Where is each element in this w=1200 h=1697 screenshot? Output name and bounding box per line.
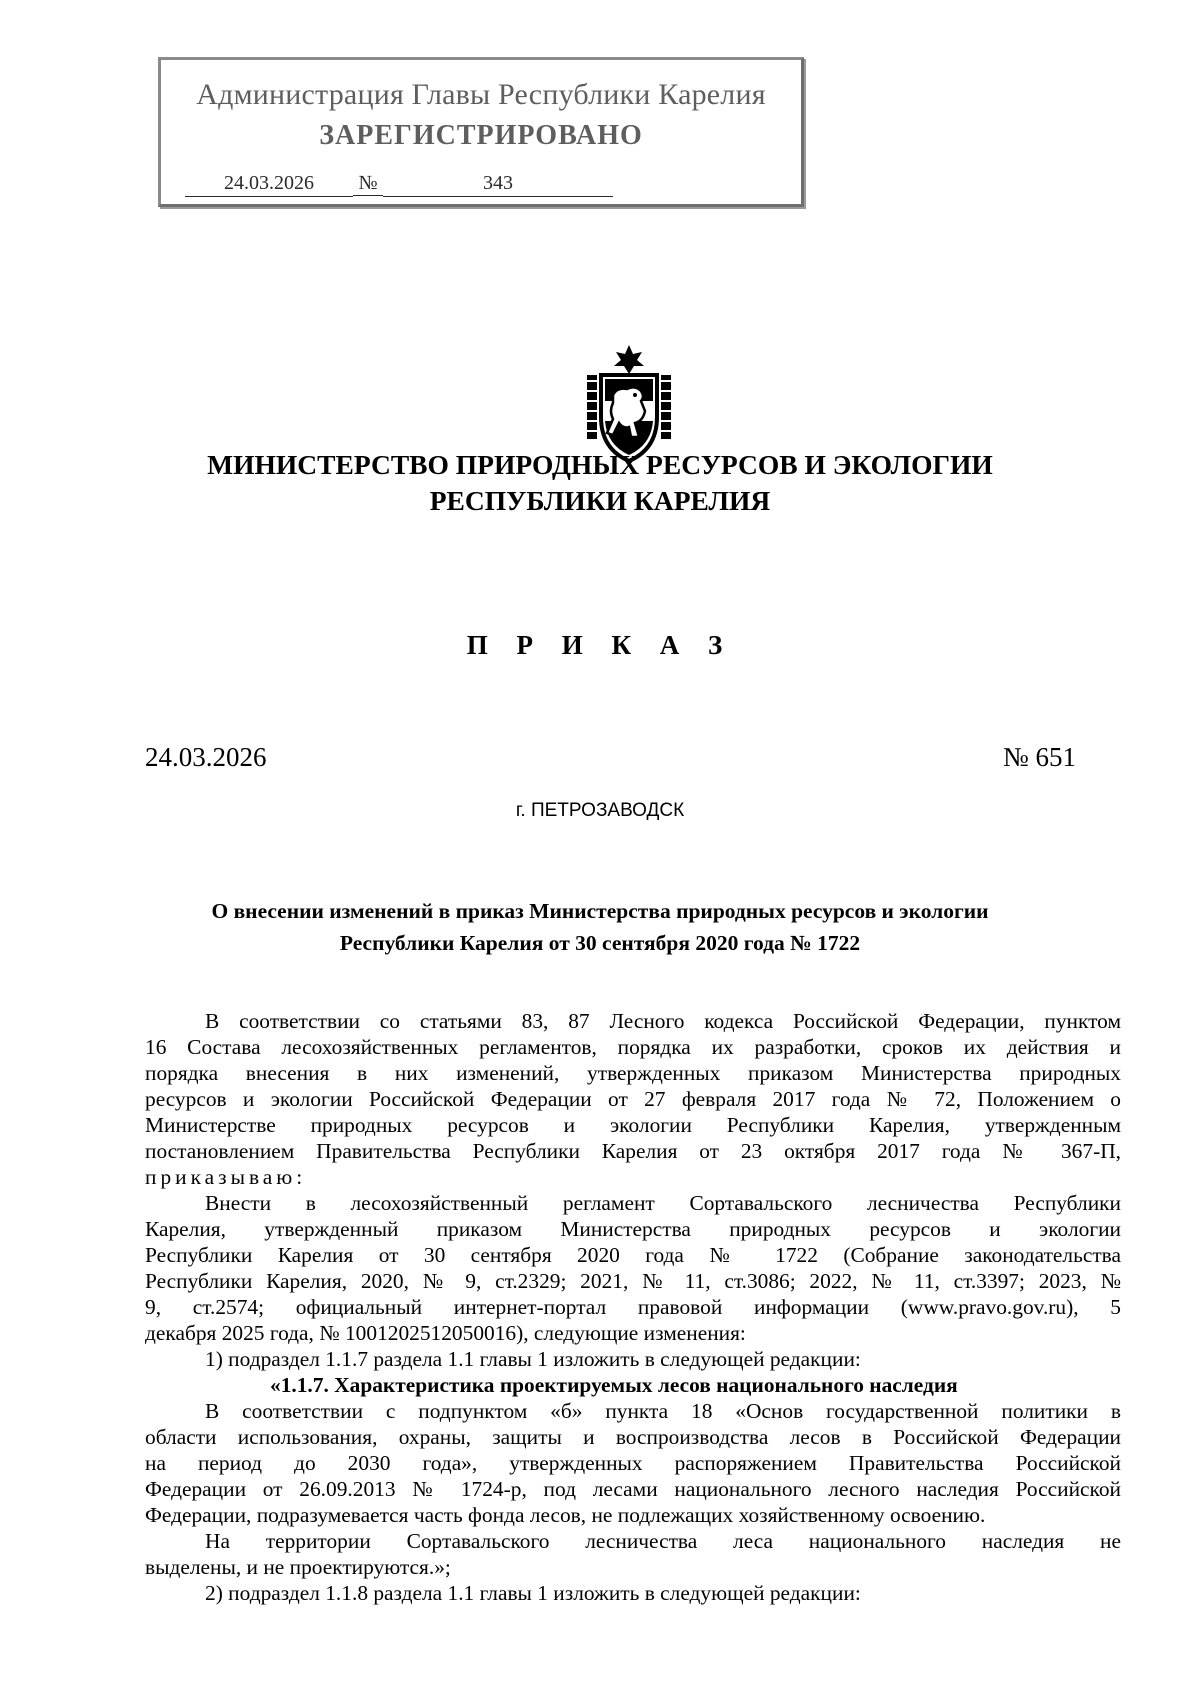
section-heading: «1.1.7. Характеристика проектируемых лесов национального наследия	[270, 1373, 958, 1397]
subject-line2: Республики Карелия от 30 сентября 2020 года № 1722	[339, 931, 861, 955]
body-line: 9, ст.2574; официальный интернет-портал правовой информации (www.pravo.gov.ru), 5	[145, 1295, 1121, 1319]
body-line: Карелия, утвержденный приказом Министерства природных ресурсов и экологии	[145, 1217, 1121, 1241]
body-line: декабря 2025 года, № 1001202512050016), следующие изменения:	[145, 1321, 746, 1345]
stamp-registration-line	[185, 172, 613, 197]
body-line: В соответствии со статьями 83, 87 Лесного кодекса Российской Федерации, пунктом	[205, 1009, 1121, 1033]
body-line: приказываю:	[145, 1165, 307, 1189]
body-line: области использования, охраны, защиты и воспроизводства лесов в Российской Федерации	[145, 1425, 1121, 1449]
body-line: порядка внесения в них изменений, утвержденных приказом Министерства природных	[145, 1061, 1121, 1085]
order-number: № 651	[1003, 742, 1077, 772]
body-line: Внести в лесохозяйственный регламент Сортавальского лесничества Республики	[205, 1191, 1121, 1215]
order-body	[145, 1008, 1121, 1606]
order-date: 24.03.2026	[145, 742, 267, 772]
stamp-reg-date: 24.03.2026	[185, 172, 353, 197]
body-line: ресурсов и экологии Российской Федерации от 27 февраля 2017 года № 72, Положением о	[145, 1087, 1121, 1111]
document-type: П Р И К А З	[466, 630, 734, 660]
body-line: постановлением Правительства Республики Карелия от 23 октября 2017 года № 367-П,	[145, 1139, 1121, 1163]
registration-stamp	[158, 57, 804, 207]
ministry-title-line2: РЕСПУБЛИКИ КАРЕЛИЯ	[429, 485, 771, 516]
stamp-number-sign: №	[353, 172, 383, 196]
karelia-coat-of-arms-icon	[583, 345, 675, 463]
body-line: на период до 2030 года», утвержденных распоряжением Правительства Российской	[145, 1451, 1121, 1475]
stamp-reg-number: 343	[383, 172, 613, 197]
body-line: Министерстве природных ресурсов и экологии Республики Карелия, утвержденным	[145, 1113, 1121, 1137]
body-line: 2) подраздел 1.1.8 раздела 1.1 главы 1 изложить в следующей редакции:	[205, 1581, 861, 1605]
body-line: 1) подраздел 1.1.7 раздела 1.1 главы 1 изложить в следующей редакции:	[205, 1347, 861, 1371]
ministry-title-line1: МИНИСТЕРСТВО ПРИРОДНЫХ РЕСУРСОВ И ЭКОЛОГИИ	[207, 449, 993, 480]
body-line: Республики Карелия, 2020, № 9, ст.2329; 2021, № 11, ст.3086; 2022, № 11, ст.3397; 2023, №	[145, 1269, 1121, 1293]
body-line: Республики Карелия от 30 сентября 2020 года № 1722 (Собрание законодательства	[145, 1243, 1121, 1267]
body-line: В соответствии с подпунктом «б» пункта 18 «Основ государственной политики в	[205, 1399, 1121, 1423]
subject-line1: О внесении изменений в приказ Министерства природных ресурсов и экологии	[211, 899, 989, 923]
body-line: 16 Состава лесохозяйственных регламентов, порядка их разработки, сроков их действия и	[145, 1035, 1121, 1059]
stamp-authority: Администрация Главы Республики Карелия	[196, 78, 766, 111]
body-line: Федерации от 26.09.2013 № 1724-р, под лесами национального лесного наследия Российской	[145, 1477, 1121, 1501]
body-line: На территории Сортавальского лесничества леса национального наследия не	[205, 1529, 1121, 1553]
body-line: выделены, и не проектируются.»;	[145, 1555, 451, 1579]
stamp-status: ЗАРЕГИСТРИРОВАНО	[319, 120, 643, 151]
body-line: Федерации, подразумевается часть фонда лесов, не подлежащих хозяйственному освоению.	[145, 1503, 986, 1527]
city: г. ПЕТРОЗАВОДСК	[515, 800, 685, 821]
